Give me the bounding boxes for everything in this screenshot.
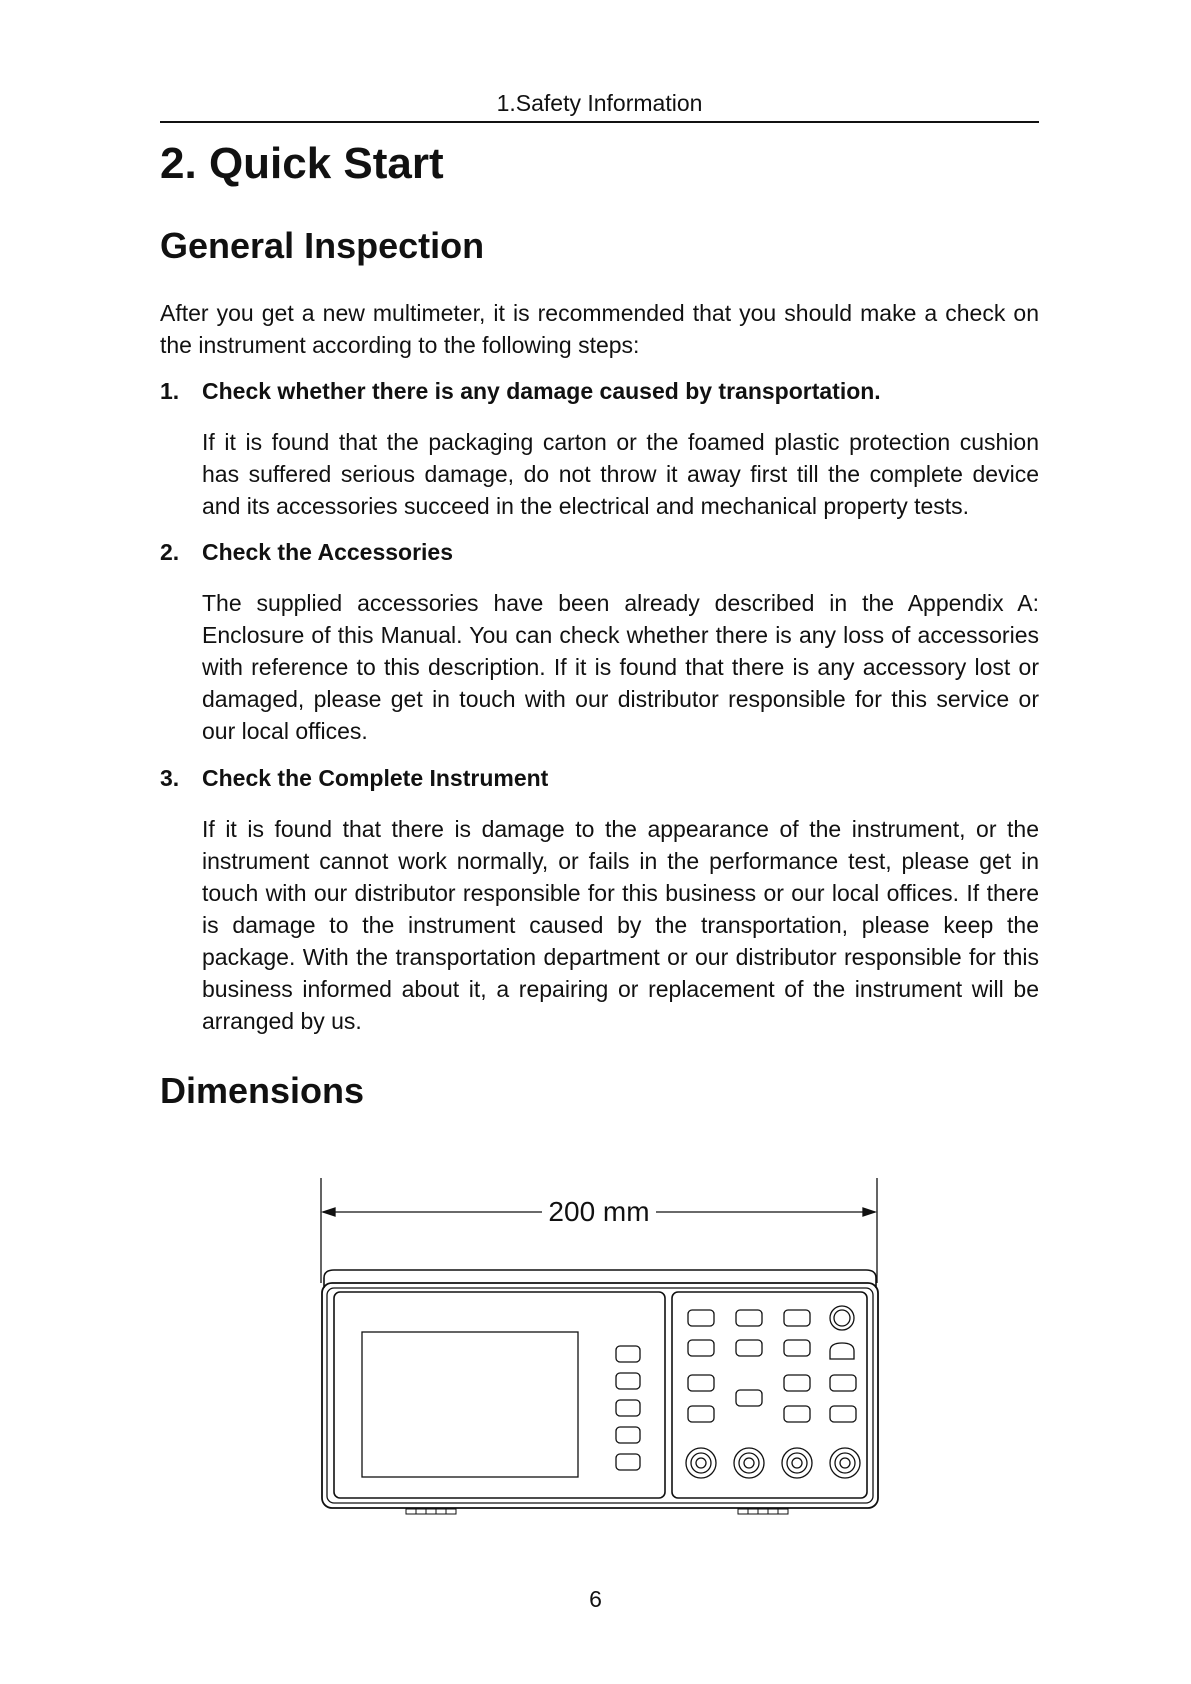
input-jack-2 — [734, 1448, 764, 1478]
general-inspection-heading: General Inspection — [160, 225, 485, 266]
power-knob-inner — [834, 1310, 850, 1326]
intro-paragraph: After you get a new multimeter, it is recommended that you should make a check on the instrument according to the following steps: — [160, 300, 1039, 358]
width-dimension-label: 200 mm — [548, 1196, 650, 1227]
page-number: 6 — [589, 1586, 602, 1612]
chapter-title — [160, 139, 444, 189]
input-jack-3 — [782, 1448, 812, 1478]
step-1-heading — [160, 378, 881, 405]
step-3-title: Check the Complete Instrument — [202, 765, 549, 791]
step-3-body: If it is found that there is damage to the appearance of the instrument, or the instrument cannot work normally, or fails in the performance test, please get in touch with our distributor responsible for this business or our local offices. If there is damage to the instrument caused by the transportation, please keep the package. With the transportation department or our distributor responsible for this business informed about it, a repairing or replacement of the instrument will be arranged by us. — [202, 816, 1039, 1034]
key-r4c4 — [830, 1406, 856, 1422]
key-r2c1 — [688, 1340, 714, 1356]
step-3-number: 3. — [160, 765, 180, 791]
header-rule — [160, 121, 1039, 123]
step-2-body: The supplied accessories have been already described in the Appendix A: Enclosure of this Manual. You can check whether there is any loss of accessories with reference to this description. If it is found that there is any accessory lost or damaged, please get in touch with our distributor responsible for this service or our local offices. — [202, 590, 1039, 744]
key-r1c1 — [688, 1310, 714, 1326]
key-r3c1 — [688, 1375, 714, 1391]
key-r1c2 — [736, 1310, 762, 1326]
step-2-title: Check the Accessories — [202, 539, 454, 565]
lcd-screen — [362, 1332, 578, 1477]
right-arrow — [863, 1208, 875, 1216]
key-r1c3 — [784, 1310, 810, 1326]
chapter-number: 2. — [160, 139, 197, 188]
softkey-2 — [616, 1373, 640, 1389]
chapter-name: Quick Start — [208, 139, 444, 188]
instrument-dimension-drawing — [310, 1175, 885, 1530]
key-r3c3 — [784, 1375, 810, 1391]
key-r4c1 — [688, 1406, 714, 1422]
input-jack-4 — [830, 1448, 860, 1478]
input-jack-1 — [686, 1448, 716, 1478]
step-1-number: 1. — [160, 378, 180, 404]
case-top-edge — [324, 1270, 876, 1288]
control-panel — [672, 1292, 867, 1498]
dimensions-heading: Dimensions — [160, 1070, 365, 1111]
key-r4c3 — [784, 1406, 810, 1422]
running-header: 1.Safety Information — [496, 90, 703, 116]
key-r3c4 — [830, 1375, 856, 1391]
step-2-heading — [160, 539, 453, 566]
step-1-title: Check whether there is any damage caused by transportation. — [202, 378, 881, 404]
key-center — [736, 1390, 762, 1406]
display-bezel — [334, 1292, 665, 1498]
instrument-case — [322, 1283, 878, 1508]
softkey-4 — [616, 1427, 640, 1443]
left-arrow — [323, 1208, 335, 1216]
key-r2c4 — [830, 1343, 854, 1359]
left-foot-vents — [406, 1509, 456, 1514]
key-r2c2 — [736, 1340, 762, 1356]
step-2-number: 2. — [160, 539, 180, 565]
right-foot-vents — [738, 1509, 788, 1514]
key-r2c3 — [784, 1340, 810, 1356]
softkey-5 — [616, 1454, 640, 1470]
step-3-heading — [160, 765, 548, 792]
softkey-1 — [616, 1346, 640, 1362]
softkey-3 — [616, 1400, 640, 1416]
step-1-body: If it is found that the packaging carton or the foamed plastic protection cushion has suffered serious damage, do not throw it away first till the complete device and its accessories succeed in the electrical and mechanical property tests. — [202, 429, 1039, 519]
